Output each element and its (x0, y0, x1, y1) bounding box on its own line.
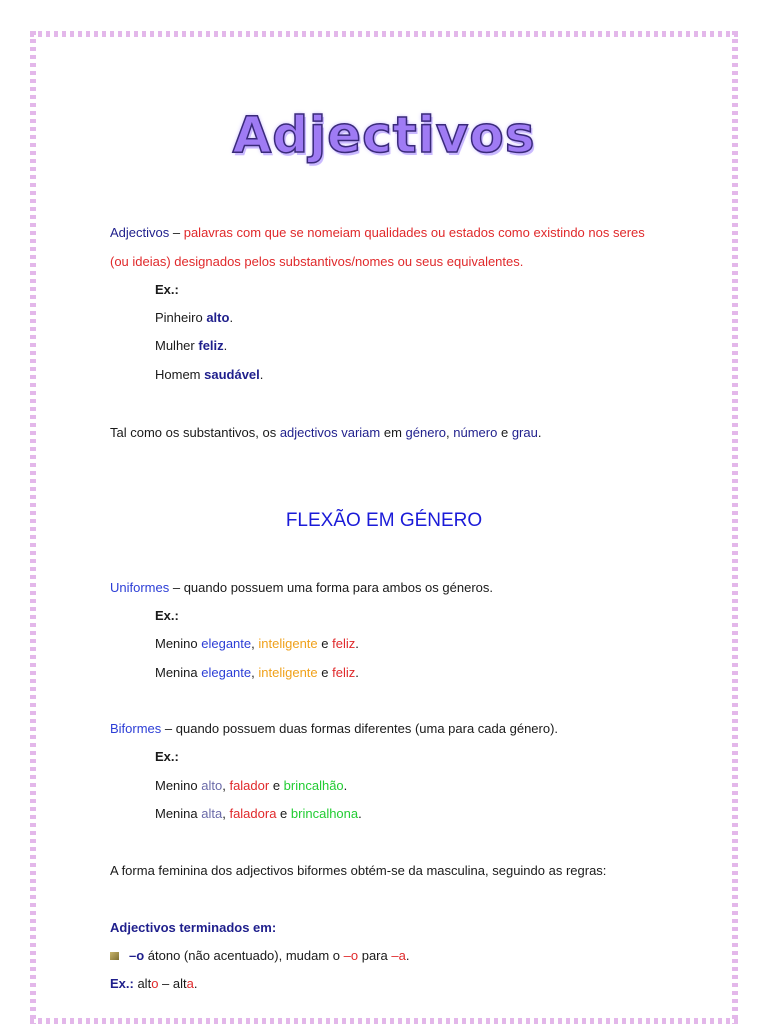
example-noun: Homem (155, 367, 205, 382)
example-noun: Menino (155, 636, 202, 651)
variation-numero: número (453, 425, 498, 440)
example-adjective: inteligente (258, 665, 318, 680)
terminados-heading: Adjectivos terminados em: (110, 920, 277, 935)
variation-text: e (497, 425, 512, 440)
biformes-example-row (155, 806, 362, 821)
example-sep: , (222, 778, 230, 793)
example-punct: . (355, 665, 359, 680)
variation-grau: grau (511, 425, 538, 440)
definition-line-2: (ou ideias) designados pelos substantivos/nomes ou seus equivalentes. (110, 254, 524, 269)
rule-intro: A forma feminina dos adjectivos biformes obtém-se da masculina, seguindo as regras: (110, 863, 607, 878)
example-noun: Menina (155, 665, 202, 680)
variation-text: , (446, 425, 454, 440)
example-sep: , (222, 806, 230, 821)
example-punct: . (259, 367, 264, 382)
example-stem: alt (133, 976, 152, 991)
example-adjective: elegante (201, 636, 252, 651)
example-adjective: feliz (198, 338, 224, 353)
example-sep: e (276, 806, 291, 821)
example-label: Ex.: (110, 976, 134, 991)
example-ending: a (186, 976, 194, 991)
example-sep: , (251, 665, 259, 680)
example-adjective: saudável (204, 367, 260, 382)
example-punct: . (193, 976, 198, 991)
example-adjective: feliz (332, 665, 356, 680)
example-sep: , (251, 636, 259, 651)
section-heading: FLEXÃO EM GÉNERO (285, 510, 483, 531)
variation-sentence (110, 425, 541, 440)
page-title: Adjectivos (232, 106, 536, 164)
definition-dash: – (169, 225, 184, 240)
example-punct: . (358, 806, 362, 821)
example-sep: e (317, 665, 333, 680)
biformes-definition (110, 721, 558, 736)
biformes-example-row (155, 778, 347, 793)
ending-o: –o (343, 948, 359, 963)
example-punct: . (355, 636, 359, 651)
definition-term: Adjectivos (110, 225, 170, 240)
rule-text: . (405, 948, 410, 963)
biformes-term: Biformes (110, 721, 162, 736)
ending-a: –a (391, 948, 406, 963)
example-noun: Menino (155, 778, 202, 793)
example-sep: e (317, 636, 333, 651)
example-row (155, 367, 263, 382)
example-adjective: brincalhona (290, 806, 359, 821)
example-stem: – alt (158, 976, 187, 991)
example-adjective: alto (206, 310, 230, 325)
example-ending: o (151, 976, 159, 991)
variation-genero: género (405, 425, 447, 440)
rule-text: átono (não acentuado), mudam o (144, 948, 344, 963)
rule-example (110, 976, 197, 991)
example-adjective: inteligente (258, 636, 318, 651)
rule-text: para (358, 948, 392, 963)
decorative-border-top (30, 31, 738, 37)
definition-text-1: palavras com que se nomeiam qualidades ou estados como existindo nos seres (183, 225, 645, 240)
rule-bullet (110, 948, 409, 963)
example-adjective: alta (201, 806, 223, 821)
uniformes-definition (110, 580, 493, 595)
example-punct: . (223, 338, 228, 353)
uniformes-description: – quando possuem uma forma para ambos os géneros. (169, 580, 493, 595)
example-adjective: alto (201, 778, 223, 793)
example-punct: . (229, 310, 234, 325)
example-adjective: feliz (332, 636, 356, 651)
example-adjective: falador (229, 778, 270, 793)
variation-text: em (380, 425, 406, 440)
example-sep: e (269, 778, 284, 793)
ending-o: –o (129, 948, 145, 963)
variation-highlight: adjectivos variam (279, 425, 381, 440)
example-row (155, 310, 233, 325)
definition-line-1 (110, 225, 645, 240)
example-noun: Menina (155, 806, 202, 821)
variation-text: . (537, 425, 542, 440)
example-punct: . (343, 778, 348, 793)
example-adjective: brincalhão (283, 778, 344, 793)
uniformes-term: Uniformes (110, 580, 170, 595)
example-noun: Mulher (155, 338, 199, 353)
uniformes-example-row (155, 665, 359, 680)
example-label: Ex.: (155, 749, 179, 764)
bullet-icon (110, 952, 119, 960)
example-noun: Pinheiro (155, 310, 207, 325)
uniformes-example-row (155, 636, 359, 651)
biformes-description: – quando possuem duas formas diferentes (uma para cada género). (161, 721, 559, 736)
decorative-border-bottom (30, 1018, 738, 1024)
example-adjective: faladora (229, 806, 277, 821)
example-label: Ex.: (155, 282, 179, 297)
example-row (155, 338, 227, 353)
variation-text: Tal como os substantivos, os (110, 425, 280, 440)
example-label: Ex.: (155, 608, 179, 623)
example-adjective: elegante (201, 665, 252, 680)
